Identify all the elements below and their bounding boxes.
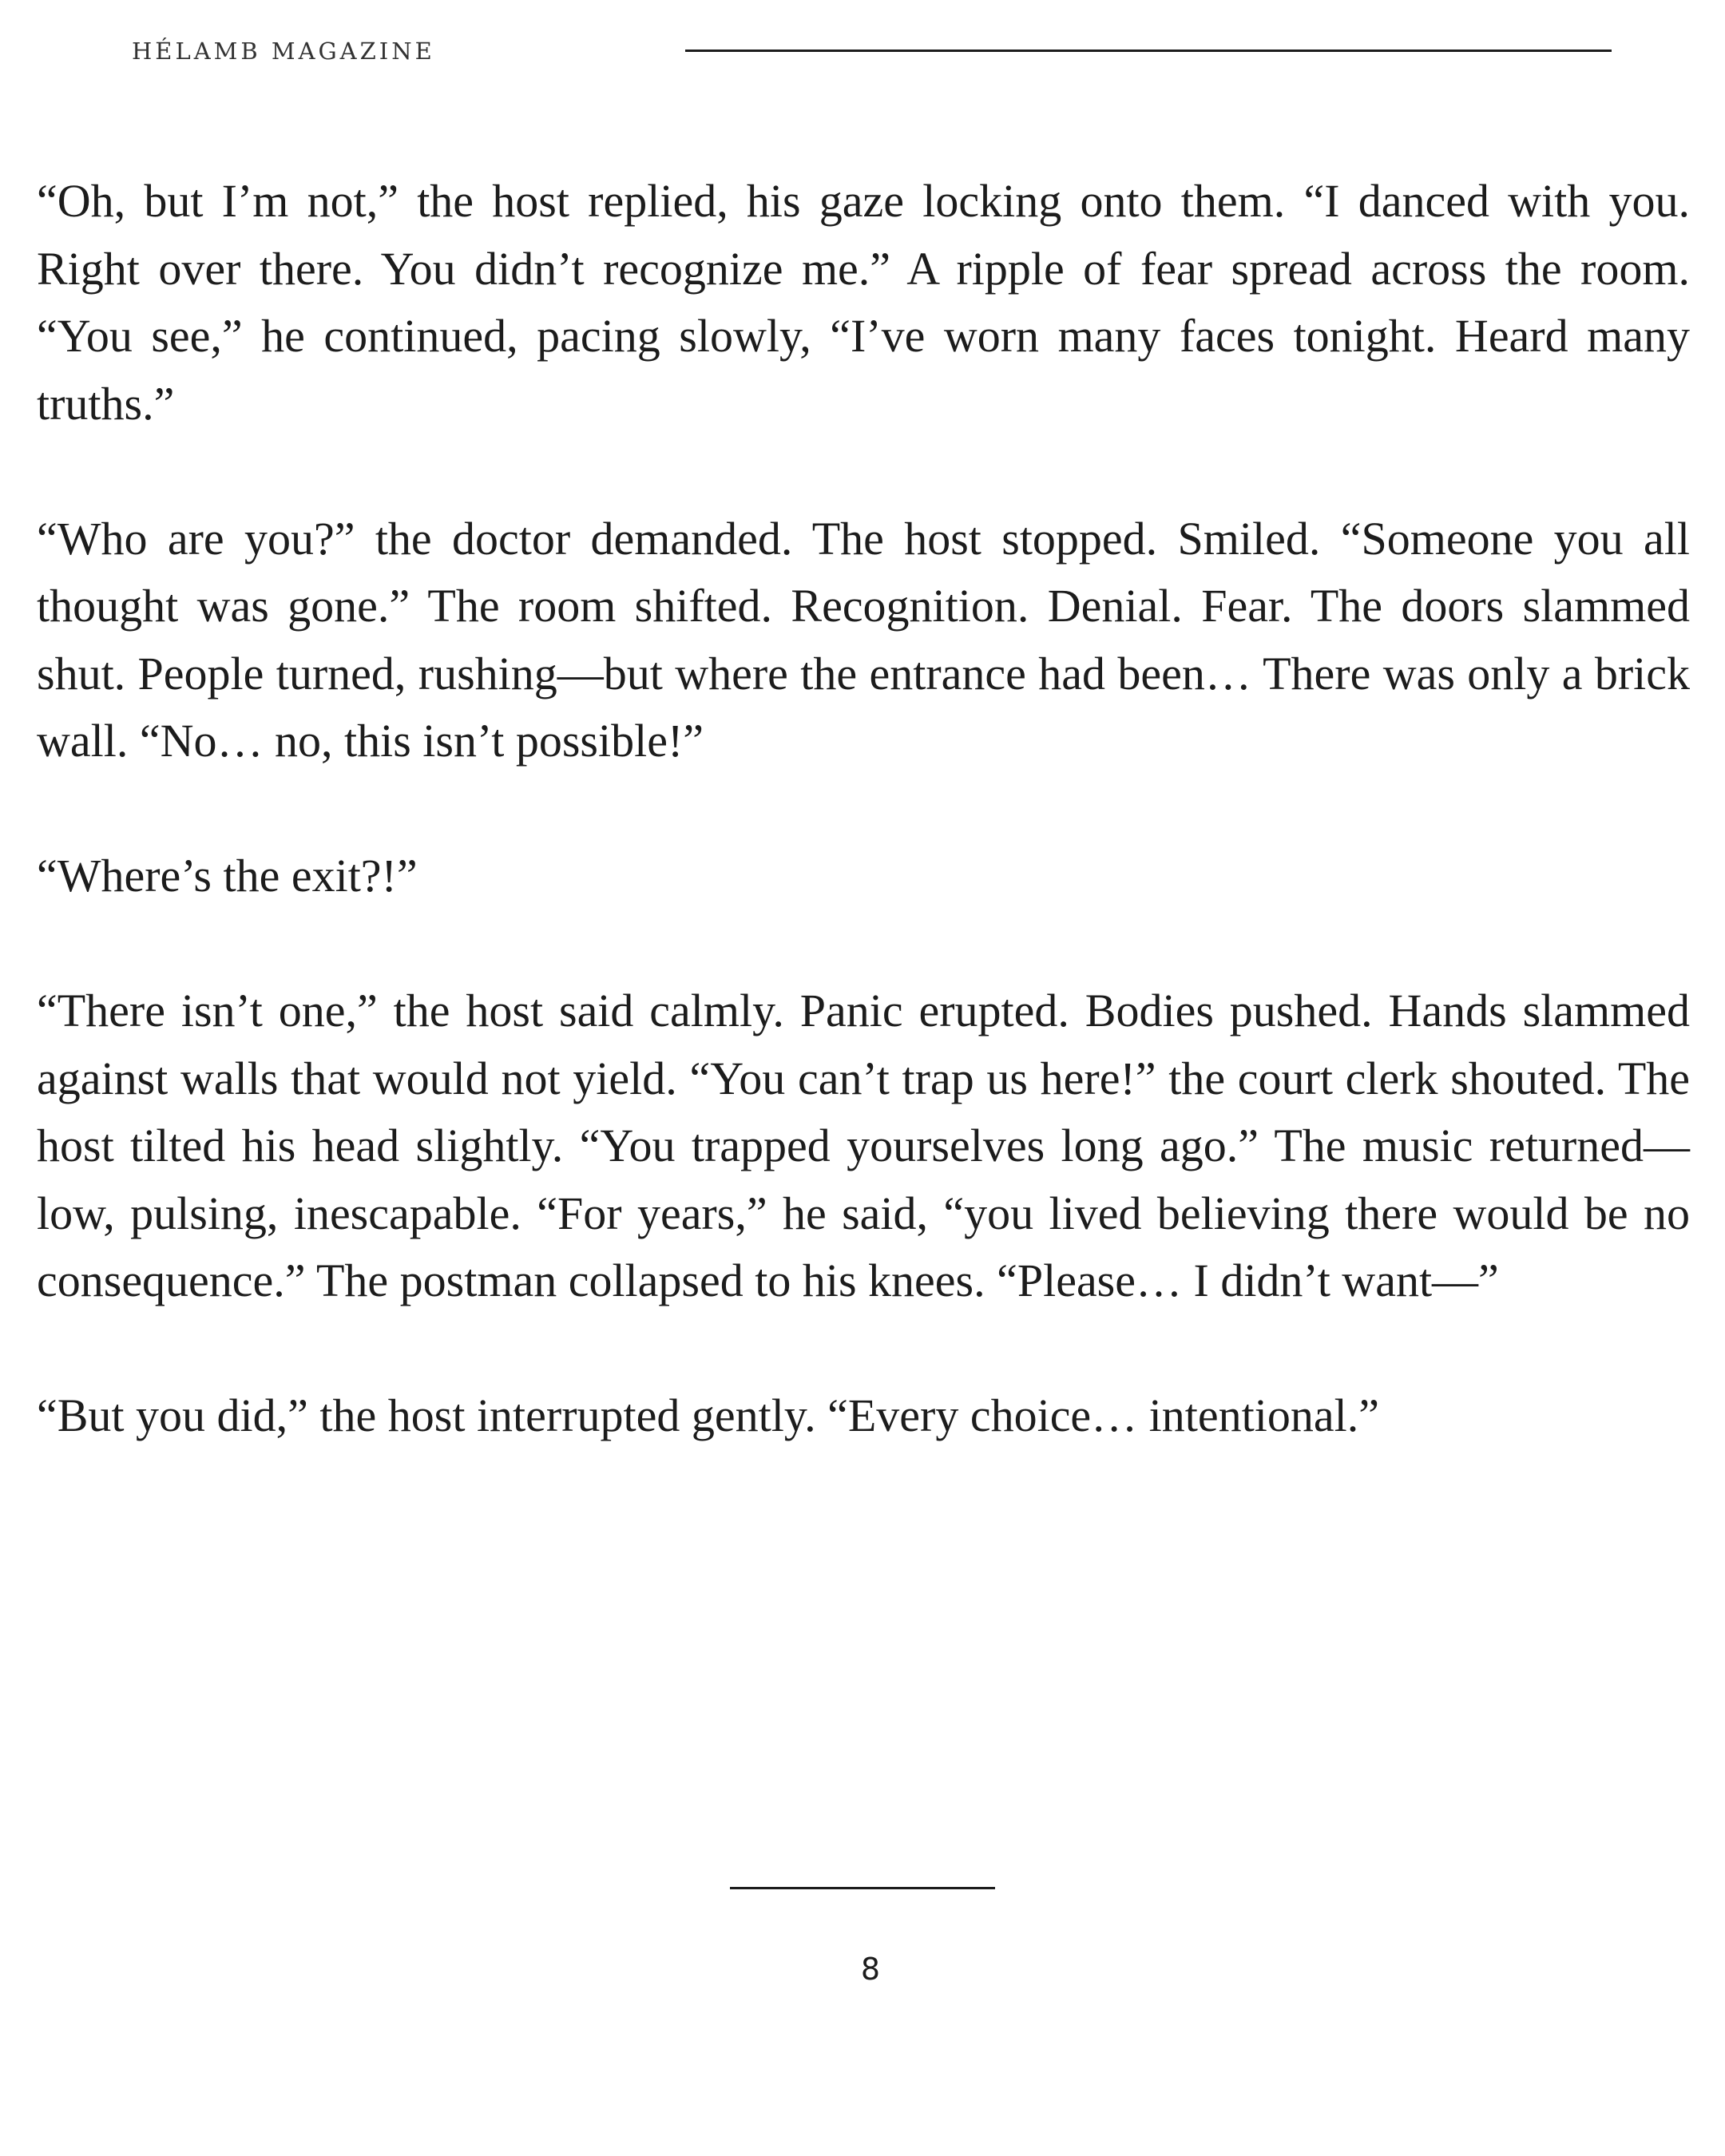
- article-paragraph-2: “Who are you?” the doctor demanded. The host stopped. Smiled. “Someone you all thought was gone.” The room shifted. Recognition. Denial. Fear. The doors slammed shut. People turned, rushing—but where the entrance had been… There was only a brick wall. “No… no, this isn’t possible!”: [37, 512, 1690, 767]
- article-paragraph-3: “Where’s the exit?!”: [37, 850, 418, 902]
- article-body: [37, 168, 1690, 1517]
- article-paragraph-4: “There isn’t one,” the host said calmly. Panic erupted. Bodies pushed. Hands slammed against walls that would not yield. “You can’t trap us here!” the court clerk shouted. The host tilted his head slightly. “You trapped yourselves long ago.” The music returned—low, pulsing, inescapable. “For years,” he said, “you lived believing there would be no consequence.” The postman collapsed to his knees. “Please… I didn’t want—”: [37, 985, 1690, 1306]
- footer-divider: [730, 1887, 995, 1889]
- article-paragraph-1: “Oh, but I’m not,” the host replied, his gaze locking onto them. “I danced with you. Right over there. You didn’t recognize me.” A ripple of fear spread across the room. “You see,” he continued, pacing slowly, “I’ve worn many faces tonight. Heard many truths.”: [37, 175, 1690, 430]
- header-divider: [685, 50, 1612, 52]
- magazine-name: HÉLAMB MAGAZINE: [132, 38, 435, 65]
- page-number: 8: [860, 1952, 881, 1987]
- article-paragraph-5: “But you did,” the host interrupted gently. “Every choice… intentional.”: [37, 1389, 1379, 1441]
